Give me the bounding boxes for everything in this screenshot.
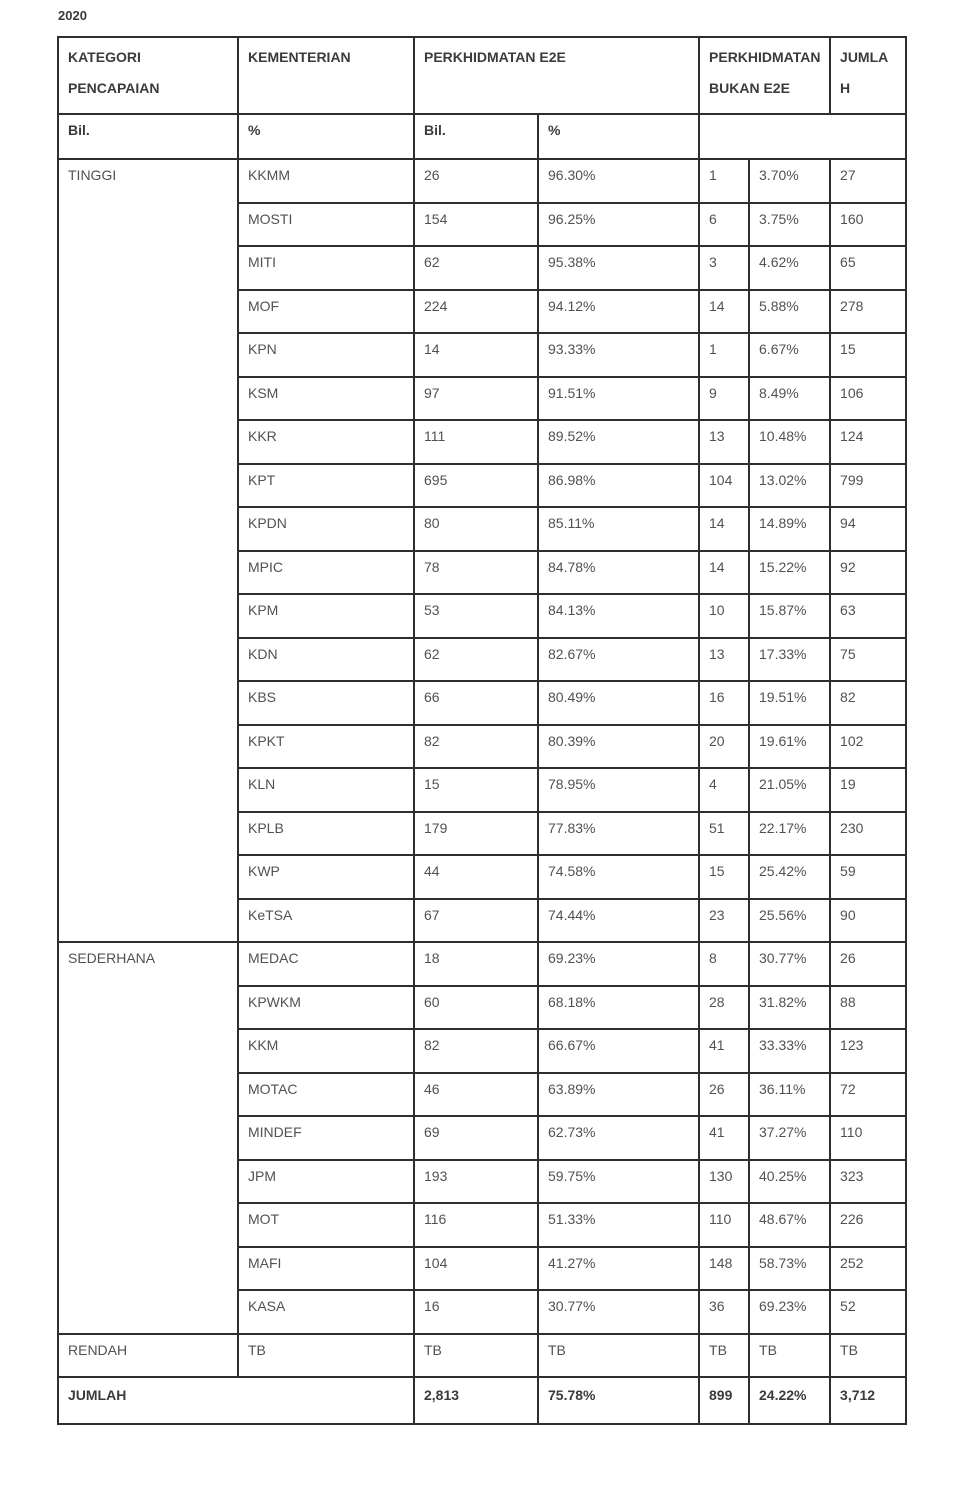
e2e-pct-cell: 93.33% (538, 333, 699, 377)
ministry-cell: KPM (238, 594, 414, 638)
e2e-bil-cell: TB (414, 1334, 538, 1378)
total-label-cell: JUMLAH (58, 1377, 414, 1424)
jumlah-cell: 82 (830, 681, 906, 725)
e2e-pct-cell: 82.67% (538, 638, 699, 682)
jumlah-cell: 90 (830, 899, 906, 943)
bukan-e2e-bil-cell: 41 (699, 1029, 749, 1073)
subheader-pct-1: % (238, 114, 414, 159)
jumlah-cell: TB (830, 1334, 906, 1378)
e2e-pct-cell: 80.49% (538, 681, 699, 725)
e2e-bil-cell: 78 (414, 551, 538, 595)
header-perkhidmatan-e2e: PERKHIDMATAN E2E (414, 37, 699, 114)
total-e2e-bil-cell: 2,813 (414, 1377, 538, 1424)
bukan-e2e-pct-cell: 21.05% (749, 768, 830, 812)
total-row (58, 1377, 906, 1424)
e2e-pct-cell: 96.30% (538, 159, 699, 203)
jumlah-cell: 160 (830, 203, 906, 247)
e2e-pct-cell: 95.38% (538, 246, 699, 290)
header-kementerian: KEMENTERIAN (238, 37, 414, 114)
bukan-e2e-pct-cell: 5.88% (749, 290, 830, 334)
year-label: 2020 (58, 8, 87, 23)
ministry-cell: KPLB (238, 812, 414, 856)
ministry-cell: TB (238, 1334, 414, 1378)
bukan-e2e-bil-cell: 6 (699, 203, 749, 247)
e2e-bil-cell: 44 (414, 855, 538, 899)
bukan-e2e-pct-cell: 13.02% (749, 464, 830, 508)
jumlah-cell: 106 (830, 377, 906, 421)
bukan-e2e-pct-cell: 17.33% (749, 638, 830, 682)
ministry-cell: KKMM (238, 159, 414, 203)
bukan-e2e-pct-cell: 4.62% (749, 246, 830, 290)
ministry-cell: MITI (238, 246, 414, 290)
jumlah-cell: 88 (830, 986, 906, 1030)
bukan-e2e-pct-cell: 15.22% (749, 551, 830, 595)
table-row (58, 159, 906, 203)
ministry-cell: KKM (238, 1029, 414, 1073)
e2e-bil-cell: 46 (414, 1073, 538, 1117)
e2e-bil-cell: 193 (414, 1160, 538, 1204)
jumlah-cell: 52 (830, 1290, 906, 1334)
bukan-e2e-pct-cell: 37.27% (749, 1116, 830, 1160)
e2e-bil-cell: 82 (414, 1029, 538, 1073)
bukan-e2e-bil-cell: 104 (699, 464, 749, 508)
bukan-e2e-bil-cell: 41 (699, 1116, 749, 1160)
jumlah-cell: 123 (830, 1029, 906, 1073)
e2e-bil-cell: 82 (414, 725, 538, 769)
bukan-e2e-pct-cell: TB (749, 1334, 830, 1378)
table-body (58, 159, 906, 1424)
ministry-cell: KPN (238, 333, 414, 377)
jumlah-cell: 252 (830, 1247, 906, 1291)
jumlah-cell: 75 (830, 638, 906, 682)
e2e-pct-cell: 62.73% (538, 1116, 699, 1160)
ministry-cell: MPIC (238, 551, 414, 595)
ministry-cell: KWP (238, 855, 414, 899)
performance-table (57, 36, 907, 1425)
e2e-bil-cell: 67 (414, 899, 538, 943)
bukan-e2e-pct-cell: 58.73% (749, 1247, 830, 1291)
e2e-pct-cell: 91.51% (538, 377, 699, 421)
e2e-pct-cell: 74.44% (538, 899, 699, 943)
jumlah-cell: 27 (830, 159, 906, 203)
ministry-cell: KPWKM (238, 986, 414, 1030)
ministry-cell: KPKT (238, 725, 414, 769)
bukan-e2e-bil-cell: 14 (699, 551, 749, 595)
table-header (58, 37, 906, 159)
jumlah-cell: 15 (830, 333, 906, 377)
bukan-e2e-bil-cell: 14 (699, 290, 749, 334)
e2e-bil-cell: 66 (414, 681, 538, 725)
e2e-pct-cell: 96.25% (538, 203, 699, 247)
bukan-e2e-pct-cell: 15.87% (749, 594, 830, 638)
bukan-e2e-bil-cell: TB (699, 1334, 749, 1378)
header-jumlah: JUMLAH (830, 37, 906, 114)
subheader-empty-cell (699, 114, 906, 159)
bukan-e2e-bil-cell: 1 (699, 333, 749, 377)
header-row-sub (58, 114, 906, 159)
header-kategori-pencapaian (58, 37, 238, 114)
bukan-e2e-pct-cell: 31.82% (749, 986, 830, 1030)
header-row-main (58, 37, 906, 114)
jumlah-cell: 63 (830, 594, 906, 638)
jumlah-cell: 799 (830, 464, 906, 508)
e2e-bil-cell: 14 (414, 333, 538, 377)
ministry-cell: KPT (238, 464, 414, 508)
e2e-pct-cell: 59.75% (538, 1160, 699, 1204)
bukan-e2e-pct-cell: 3.75% (749, 203, 830, 247)
bukan-e2e-bil-cell: 20 (699, 725, 749, 769)
e2e-pct-cell: 66.67% (538, 1029, 699, 1073)
bukan-e2e-bil-cell: 13 (699, 638, 749, 682)
bukan-e2e-pct-cell: 36.11% (749, 1073, 830, 1117)
bukan-e2e-pct-cell: 19.51% (749, 681, 830, 725)
e2e-bil-cell: 111 (414, 420, 538, 464)
ministry-cell: KKR (238, 420, 414, 464)
total-jumlah-cell: 3,712 (830, 1377, 906, 1424)
bukan-e2e-bil-cell: 9 (699, 377, 749, 421)
bukan-e2e-bil-cell: 8 (699, 942, 749, 986)
e2e-bil-cell: 179 (414, 812, 538, 856)
e2e-bil-cell: 97 (414, 377, 538, 421)
jumlah-cell: 102 (830, 725, 906, 769)
bukan-e2e-bil-cell: 110 (699, 1203, 749, 1247)
jumlah-cell: 226 (830, 1203, 906, 1247)
jumlah-cell: 19 (830, 768, 906, 812)
e2e-pct-cell: 74.58% (538, 855, 699, 899)
e2e-pct-cell: 89.52% (538, 420, 699, 464)
e2e-bil-cell: 18 (414, 942, 538, 986)
e2e-bil-cell: 224 (414, 290, 538, 334)
bukan-e2e-pct-cell: 30.77% (749, 942, 830, 986)
bukan-e2e-bil-cell: 148 (699, 1247, 749, 1291)
category-cell: SEDERHANA (58, 942, 238, 1334)
bukan-e2e-bil-cell: 3 (699, 246, 749, 290)
subheader-bil-1: Bil. (58, 114, 238, 159)
header-kategori-line1: KATEGORI (68, 49, 141, 65)
ministry-cell: KASA (238, 1290, 414, 1334)
bukan-e2e-bil-cell: 130 (699, 1160, 749, 1204)
category-cell: TINGGI (58, 159, 238, 942)
e2e-pct-cell: TB (538, 1334, 699, 1378)
ministry-cell: KDN (238, 638, 414, 682)
e2e-pct-cell: 86.98% (538, 464, 699, 508)
bukan-e2e-bil-cell: 16 (699, 681, 749, 725)
e2e-pct-cell: 68.18% (538, 986, 699, 1030)
e2e-pct-cell: 84.13% (538, 594, 699, 638)
ministry-cell: MEDAC (238, 942, 414, 986)
e2e-bil-cell: 154 (414, 203, 538, 247)
subheader-pct-2: % (538, 114, 699, 159)
ministry-cell: MOTAC (238, 1073, 414, 1117)
table-row (58, 1334, 906, 1378)
bukan-e2e-bil-cell: 36 (699, 1290, 749, 1334)
jumlah-cell: 92 (830, 551, 906, 595)
jumlah-cell: 65 (830, 246, 906, 290)
bukan-e2e-pct-cell: 69.23% (749, 1290, 830, 1334)
e2e-pct-cell: 41.27% (538, 1247, 699, 1291)
bukan-e2e-bil-cell: 14 (699, 507, 749, 551)
e2e-bil-cell: 116 (414, 1203, 538, 1247)
ministry-cell: MINDEF (238, 1116, 414, 1160)
e2e-bil-cell: 60 (414, 986, 538, 1030)
e2e-bil-cell: 62 (414, 638, 538, 682)
e2e-pct-cell: 80.39% (538, 725, 699, 769)
total-bukan-e2e-bil-cell: 899 (699, 1377, 749, 1424)
e2e-pct-cell: 84.78% (538, 551, 699, 595)
ministry-cell: JPM (238, 1160, 414, 1204)
bukan-e2e-pct-cell: 8.49% (749, 377, 830, 421)
header-perkhidmatan-bukan-e2e (699, 37, 830, 114)
bukan-e2e-pct-cell: 22.17% (749, 812, 830, 856)
e2e-bil-cell: 80 (414, 507, 538, 551)
bukan-e2e-bil-cell: 13 (699, 420, 749, 464)
e2e-bil-cell: 15 (414, 768, 538, 812)
jumlah-cell: 110 (830, 1116, 906, 1160)
jumlah-cell: 230 (830, 812, 906, 856)
jumlah-cell: 94 (830, 507, 906, 551)
bukan-e2e-bil-cell: 51 (699, 812, 749, 856)
e2e-bil-cell: 69 (414, 1116, 538, 1160)
bukan-e2e-bil-cell: 10 (699, 594, 749, 638)
ministry-cell: MOT (238, 1203, 414, 1247)
bukan-e2e-bil-cell: 28 (699, 986, 749, 1030)
ministry-cell: KPDN (238, 507, 414, 551)
bukan-e2e-pct-cell: 48.67% (749, 1203, 830, 1247)
ministry-cell: KSM (238, 377, 414, 421)
bukan-e2e-bil-cell: 1 (699, 159, 749, 203)
bukan-e2e-bil-cell: 23 (699, 899, 749, 943)
total-e2e-pct-cell: 75.78% (538, 1377, 699, 1424)
e2e-pct-cell: 30.77% (538, 1290, 699, 1334)
e2e-bil-cell: 16 (414, 1290, 538, 1334)
bukan-e2e-pct-cell: 10.48% (749, 420, 830, 464)
jumlah-cell: 59 (830, 855, 906, 899)
bukan-e2e-bil-cell: 4 (699, 768, 749, 812)
e2e-pct-cell: 63.89% (538, 1073, 699, 1117)
bukan-e2e-bil-cell: 15 (699, 855, 749, 899)
e2e-pct-cell: 69.23% (538, 942, 699, 986)
e2e-pct-cell: 77.83% (538, 812, 699, 856)
e2e-pct-cell: 78.95% (538, 768, 699, 812)
bukan-e2e-pct-cell: 25.56% (749, 899, 830, 943)
e2e-pct-cell: 51.33% (538, 1203, 699, 1247)
header-bukan-line1: PERKHIDMATAN (709, 49, 821, 65)
jumlah-cell: 124 (830, 420, 906, 464)
ministry-cell: MAFI (238, 1247, 414, 1291)
subheader-bil-2: Bil. (414, 114, 538, 159)
bukan-e2e-pct-cell: 33.33% (749, 1029, 830, 1073)
total-bukan-e2e-pct-cell: 24.22% (749, 1377, 830, 1424)
ministry-cell: KBS (238, 681, 414, 725)
e2e-pct-cell: 85.11% (538, 507, 699, 551)
jumlah-cell: 323 (830, 1160, 906, 1204)
e2e-bil-cell: 695 (414, 464, 538, 508)
ministry-cell: MOSTI (238, 203, 414, 247)
jumlah-cell: 278 (830, 290, 906, 334)
ministry-cell: MOF (238, 290, 414, 334)
e2e-bil-cell: 53 (414, 594, 538, 638)
e2e-bil-cell: 62 (414, 246, 538, 290)
bukan-e2e-pct-cell: 3.70% (749, 159, 830, 203)
bukan-e2e-bil-cell: 26 (699, 1073, 749, 1117)
e2e-bil-cell: 26 (414, 159, 538, 203)
bukan-e2e-pct-cell: 19.61% (749, 725, 830, 769)
bukan-e2e-pct-cell: 40.25% (749, 1160, 830, 1204)
table-row (58, 942, 906, 986)
bukan-e2e-pct-cell: 25.42% (749, 855, 830, 899)
bukan-e2e-pct-cell: 14.89% (749, 507, 830, 551)
ministry-cell: KeTSA (238, 899, 414, 943)
e2e-pct-cell: 94.12% (538, 290, 699, 334)
e2e-bil-cell: 104 (414, 1247, 538, 1291)
ministry-cell: KLN (238, 768, 414, 812)
category-cell: RENDAH (58, 1334, 238, 1378)
jumlah-cell: 72 (830, 1073, 906, 1117)
jumlah-cell: 26 (830, 942, 906, 986)
bukan-e2e-pct-cell: 6.67% (749, 333, 830, 377)
header-kategori-line2: PENCAPAIAN (68, 80, 160, 96)
header-bukan-line2: BUKAN E2E (709, 80, 790, 96)
